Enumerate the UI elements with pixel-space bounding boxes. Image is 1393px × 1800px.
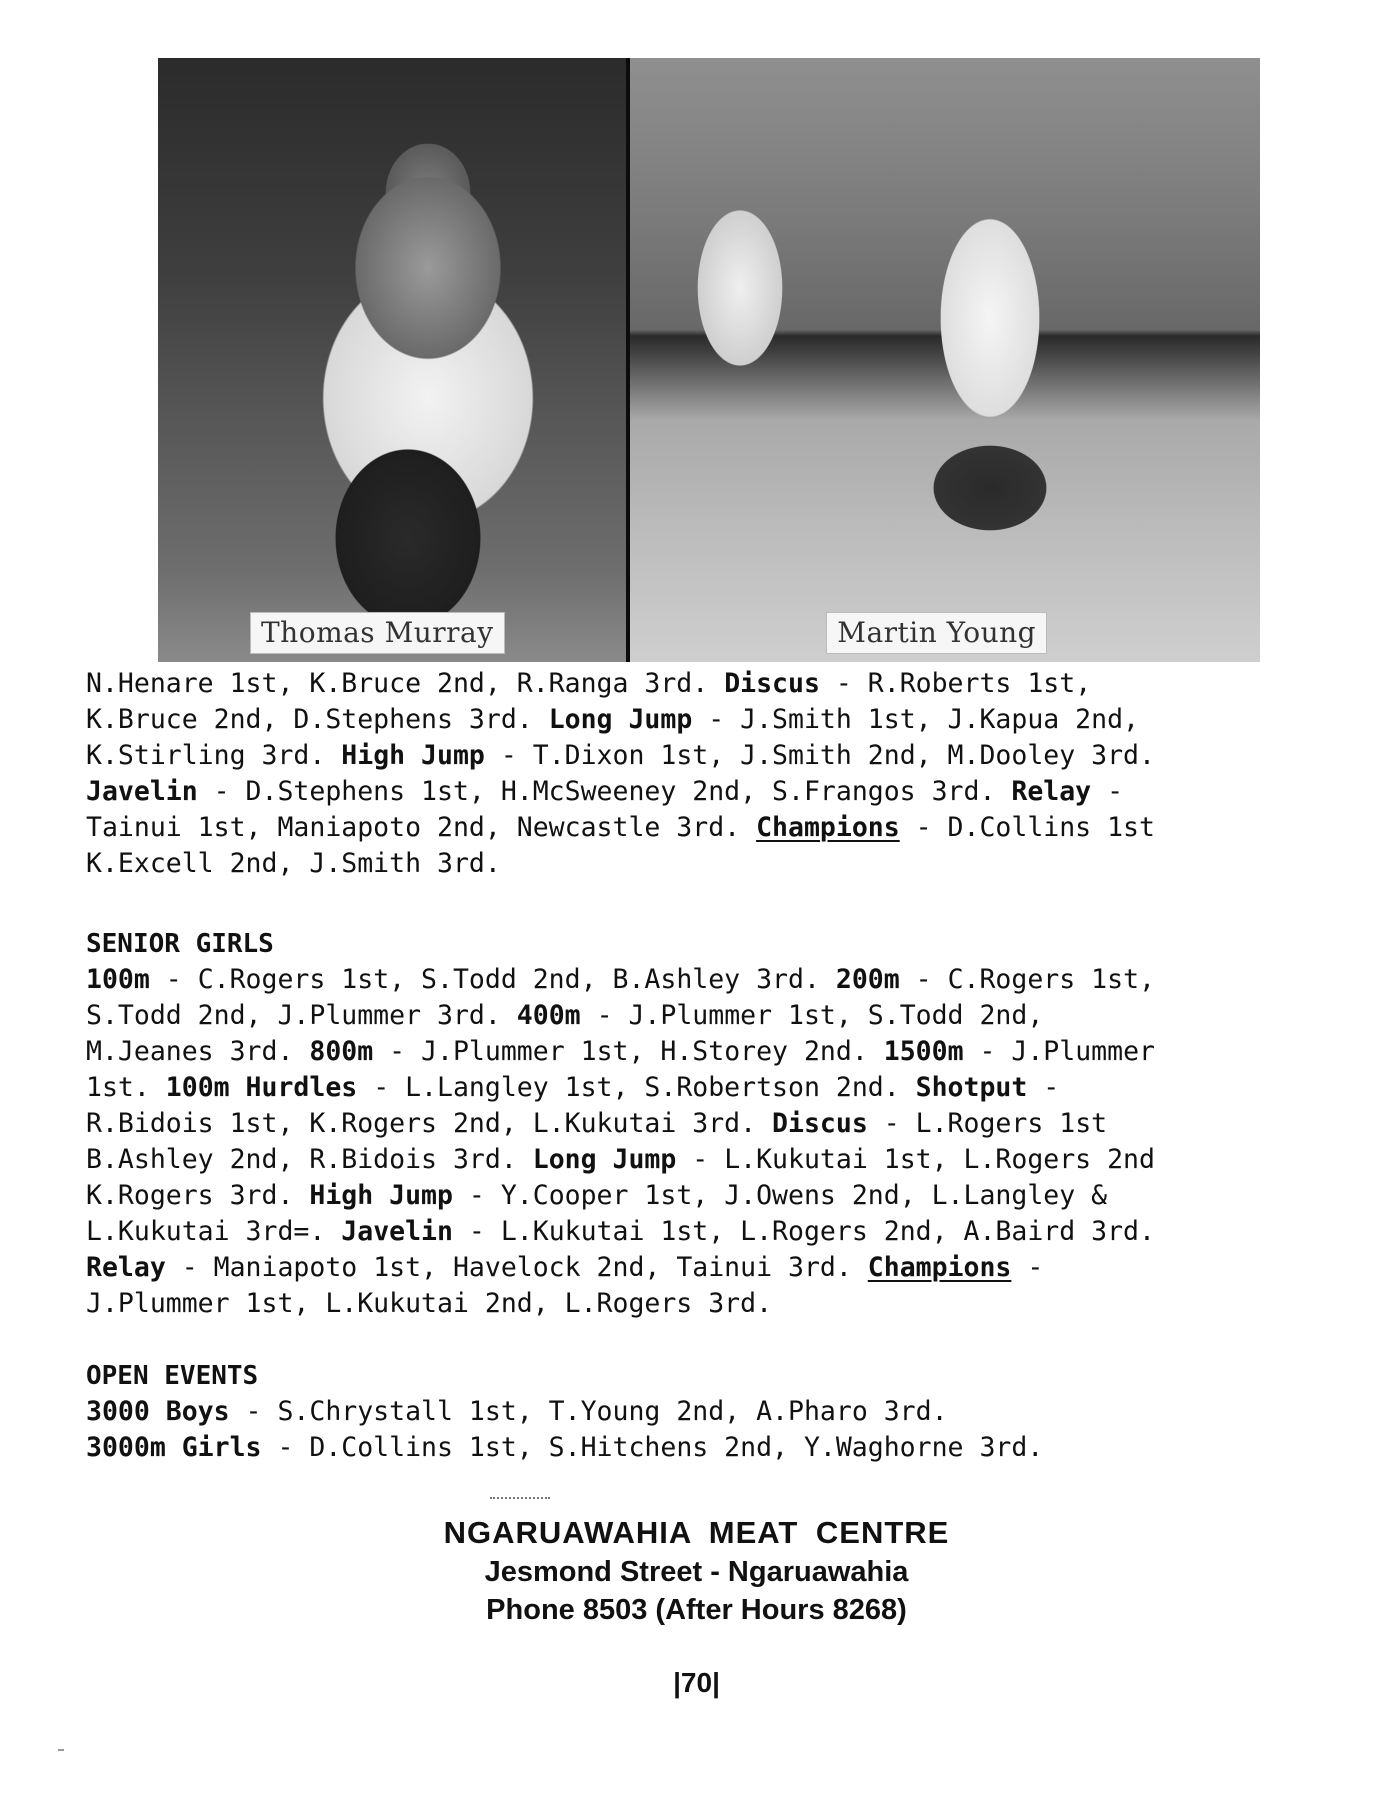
result-text: - L.Kukutai 1st, L.Rogers 2nd [676,1144,1155,1175]
result-text: - D.Collins 1st, S.Hitchens 2nd, Y.Waghorne 3rd. [261,1432,1044,1463]
event-name: 100m [86,964,150,995]
photo-caption-left: Thomas Murray [250,612,505,654]
result-line [86,810,1326,846]
result-line [86,1142,1326,1178]
result-line [86,962,1326,998]
result-text: S.Todd 2nd, J.Plummer 3rd. [86,1000,517,1031]
event-name: 200m [835,964,900,995]
result-line [86,1214,1326,1250]
event-name: Shotput [915,1072,1028,1103]
event-name: Long Jump [532,1144,677,1175]
result-text: - C.Rogers 1st, S.Todd 2nd, B.Ashley 3rd. [149,964,836,995]
result-text: K.Excell 2nd, J.Smith 3rd. [86,848,501,879]
result-text: - J.Plummer [963,1036,1155,1067]
event-name: Long Jump [548,704,693,735]
result-text: - [1091,776,1124,807]
result-line [86,846,1326,882]
event-name: Javelin [341,1216,453,1247]
result-line [86,1250,1326,1286]
event-name: 800m [309,1036,374,1067]
sponsor-phone: Phone 8503 (After Hours 8268) [486,1594,907,1626]
event-name: Champions [867,1252,1012,1283]
open-events-results [86,1394,1326,1466]
result-text: - T.Dixon 1st, J.Smith 2nd, M.Dooley 3rd. [484,740,1155,771]
sponsor-advert [0,1513,1393,1629]
divider-dots [490,1497,550,1499]
page-number: |70| [673,1667,720,1698]
result-text: R.Bidois 1st, K.Rogers 2nd, L.Kukutai 3rd. [86,1108,773,1139]
result-text: - J.Plummer 1st, S.Todd 2nd, [580,1000,1044,1031]
result-text: - S.Chrystall 1st, T.Young 2nd, A.Pharo 3rd. [229,1396,948,1427]
result-text: - L.Rogers 1st [867,1108,1108,1139]
photo-caption-right: Martin Young [826,612,1047,654]
result-line [86,738,1326,774]
result-text: B.Ashley 2nd, R.Bidois 3rd. [86,1144,533,1175]
event-name: Champions [756,812,900,843]
result-text: N.Henare 1st, K.Bruce 2nd, R.Ranga 3rd. [86,668,725,699]
result-text: - C.Rogers 1st, [899,964,1155,995]
event-name: 100m Hurdles [165,1072,358,1103]
result-text: Tainui 1st, Maniapoto 2nd, Newcastle 3rd. [86,812,757,843]
result-text: - J.Smith 1st, J.Kapua 2nd, [692,704,1140,735]
event-name: 1500m [883,1036,964,1067]
result-text: K.Stirling 3rd. [86,740,342,771]
event-name: 3000m Girls [86,1432,262,1463]
result-line [86,1430,1326,1466]
event-name: 400m [516,1000,581,1031]
scan-speck [58,1749,64,1751]
sponsor-name: NGARUAWAHIA MEAT CENTRE [443,1515,950,1550]
event-name: 3000 Boys [86,1396,230,1427]
result-line [86,774,1326,810]
result-line [86,998,1326,1034]
senior-girls-results [86,962,1326,1322]
result-text: K.Bruce 2nd, D.Stephens 3rd. [86,704,549,735]
result-text: 1st. [86,1072,166,1103]
senior-girls-heading: SENIOR GIRLS [86,929,274,959]
sponsor-address: Jesmond Street - Ngaruawahia [484,1556,909,1588]
result-text: - J.Plummer 1st, H.Storey 2nd. [373,1036,884,1067]
result-text: - D.Stephens 1st, H.McSweeney 2nd, S.Frangos 3rd. [197,776,1012,807]
result-text: - D.Collins 1st [899,812,1155,843]
open-events-heading: OPEN EVENTS [86,1361,259,1391]
intermediate-boys-results [86,666,1326,882]
event-name: High Jump [309,1180,453,1211]
result-text: K.Rogers 3rd. [86,1180,310,1211]
result-text: - [1011,1252,1044,1283]
results-text [86,666,1326,1466]
event-name: High Jump [341,740,485,771]
result-text: - L.Kukutai 1st, L.Rogers 2nd, A.Baird 3rd. [452,1216,1155,1247]
result-line [86,1106,1326,1142]
result-line [86,1178,1326,1214]
result-line [86,1034,1326,1070]
result-text: - [1027,1072,1060,1103]
result-text: - Y.Cooper 1st, J.Owens 2nd, L.Langley & [452,1180,1108,1211]
event-name: Discus [772,1108,868,1139]
photo-thomas-murray [158,58,626,662]
result-text: M.Jeanes 3rd. [86,1036,310,1067]
result-line [86,702,1326,738]
result-text: J.Plummer 1st, L.Kukutai 2nd, L.Rogers 3rd. [86,1288,773,1319]
event-name: Relay [1011,776,1092,807]
result-line [86,666,1326,702]
result-text: - Maniapoto 1st, Havelock 2nd, Tainui 3rd. [165,1252,868,1283]
result-line [86,1394,1326,1430]
result-text: - L.Langley 1st, S.Robertson 2nd. [357,1072,916,1103]
event-name: Javelin [86,776,198,807]
result-text: L.Kukutai 3rd=. [86,1216,342,1247]
event-name: Relay [86,1252,166,1283]
photo-strip [158,58,1260,662]
photo-martin-young [626,58,1260,662]
result-line [86,1070,1326,1106]
result-text: - R.Roberts 1st, [819,668,1092,699]
result-line [86,1286,1326,1322]
event-name: Discus [724,668,820,699]
